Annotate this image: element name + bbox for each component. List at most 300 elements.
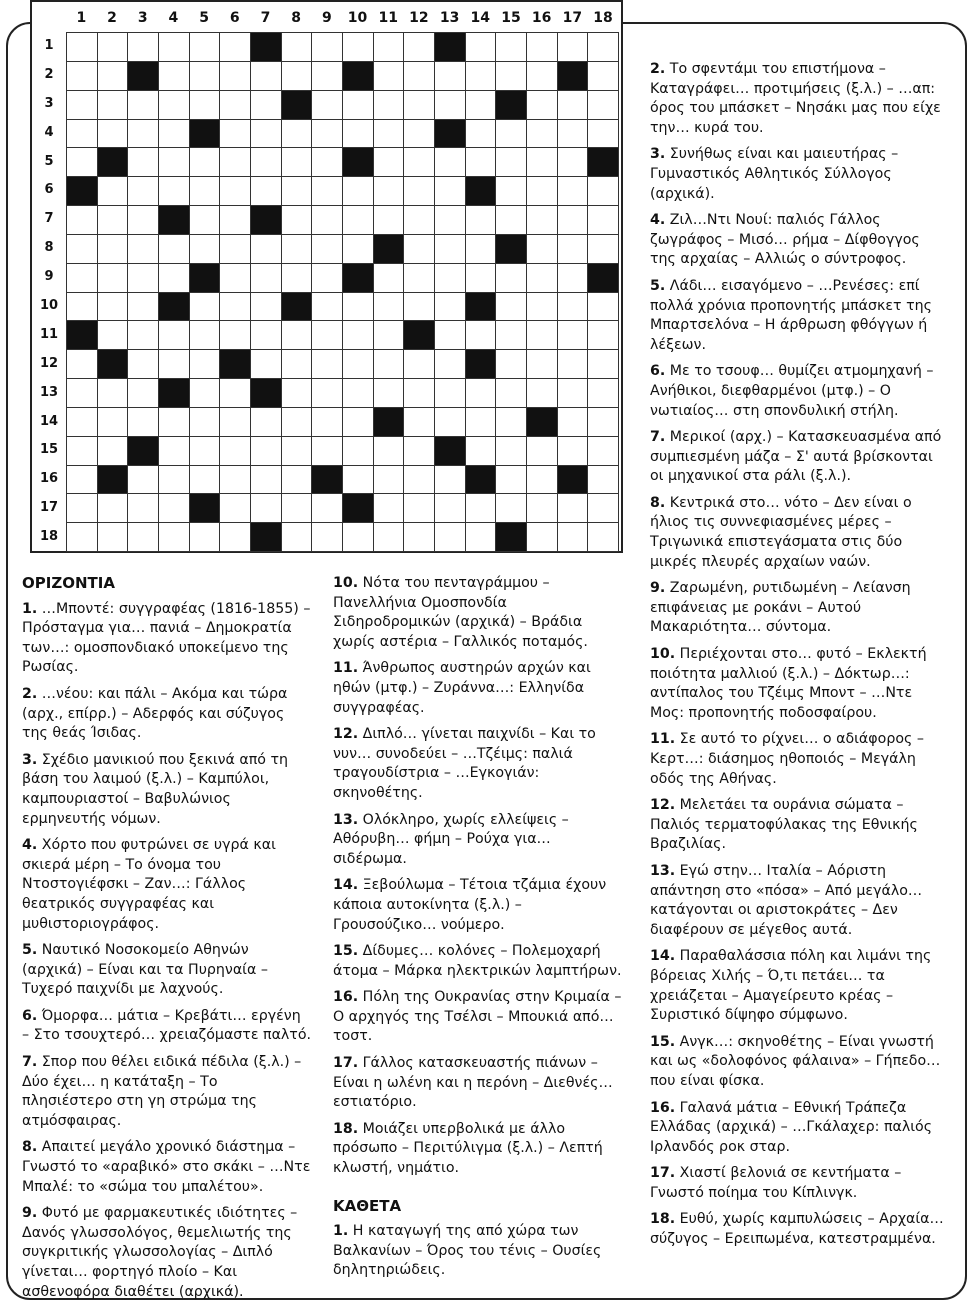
grid-cell[interactable] bbox=[67, 120, 98, 149]
grid-cell[interactable] bbox=[558, 235, 589, 264]
grid-cell[interactable] bbox=[220, 494, 251, 523]
grid-cell[interactable] bbox=[588, 379, 619, 408]
grid-cell[interactable] bbox=[466, 206, 497, 235]
grid-cell[interactable] bbox=[312, 235, 343, 264]
grid-cell[interactable] bbox=[588, 350, 619, 379]
grid-cell[interactable] bbox=[98, 235, 129, 264]
grid-cell[interactable] bbox=[496, 264, 527, 293]
grid-cell[interactable] bbox=[190, 91, 221, 120]
grid-cell[interactable] bbox=[527, 91, 558, 120]
grid-cell[interactable] bbox=[220, 206, 251, 235]
grid-cell[interactable] bbox=[558, 120, 589, 149]
grid-cell[interactable] bbox=[190, 33, 221, 62]
grid-cell[interactable] bbox=[190, 62, 221, 91]
grid-cell[interactable] bbox=[128, 494, 159, 523]
grid-cell[interactable] bbox=[558, 321, 589, 350]
grid-cell[interactable] bbox=[558, 293, 589, 322]
grid-cell[interactable] bbox=[466, 523, 497, 552]
grid-cell[interactable] bbox=[312, 437, 343, 466]
grid-cell[interactable] bbox=[588, 437, 619, 466]
grid-cell[interactable] bbox=[466, 321, 497, 350]
grid-cell[interactable] bbox=[527, 494, 558, 523]
grid-cell[interactable] bbox=[496, 437, 527, 466]
grid-cell[interactable] bbox=[251, 293, 282, 322]
grid-cell[interactable] bbox=[190, 293, 221, 322]
grid-cell[interactable] bbox=[343, 379, 374, 408]
grid-cell[interactable] bbox=[558, 494, 589, 523]
grid-cell[interactable] bbox=[527, 437, 558, 466]
grid-cell[interactable] bbox=[312, 523, 343, 552]
grid-cell[interactable] bbox=[527, 62, 558, 91]
black-cell bbox=[98, 350, 129, 379]
grid-cell[interactable] bbox=[98, 437, 129, 466]
grid-cell[interactable] bbox=[190, 437, 221, 466]
grid-cell[interactable] bbox=[128, 235, 159, 264]
grid-cell[interactable] bbox=[220, 33, 251, 62]
black-cell bbox=[282, 293, 313, 322]
grid-cell[interactable] bbox=[343, 466, 374, 495]
grid-cell[interactable] bbox=[558, 33, 589, 62]
grid-cell[interactable] bbox=[343, 177, 374, 206]
grid-cell[interactable] bbox=[558, 408, 589, 437]
grid-cell[interactable] bbox=[67, 91, 98, 120]
grid-cell[interactable] bbox=[558, 148, 589, 177]
black-cell bbox=[251, 523, 282, 552]
grid-cell[interactable] bbox=[220, 264, 251, 293]
grid-cell[interactable] bbox=[282, 466, 313, 495]
grid-cell[interactable] bbox=[251, 62, 282, 91]
grid-cell[interactable] bbox=[466, 148, 497, 177]
grid-cell[interactable] bbox=[190, 235, 221, 264]
grid-cell[interactable] bbox=[128, 91, 159, 120]
grid-cell[interactable] bbox=[404, 62, 435, 91]
grid-cell[interactable] bbox=[190, 466, 221, 495]
clue-text: Εγώ στην… Ιταλία – Αόριστη απάντηση στο «πόσα» – Από μεγάλο… κατάγονται οι αριστοκράτες – Δεν διαφέρουν σε μέγεθος αυτά. bbox=[650, 862, 923, 938]
grid-cell[interactable] bbox=[220, 148, 251, 177]
grid-cell[interactable] bbox=[67, 523, 98, 552]
grid-cell[interactable] bbox=[435, 264, 466, 293]
clue-number: 10. bbox=[333, 575, 359, 591]
grid-cell[interactable] bbox=[282, 437, 313, 466]
grid-cell[interactable] bbox=[435, 62, 466, 91]
grid-cell[interactable] bbox=[251, 235, 282, 264]
grid-cell[interactable] bbox=[374, 523, 405, 552]
grid-cell[interactable] bbox=[496, 177, 527, 206]
grid-cell[interactable] bbox=[374, 91, 405, 120]
grid-cell[interactable] bbox=[343, 350, 374, 379]
grid-cell[interactable] bbox=[159, 62, 190, 91]
grid-cell[interactable] bbox=[374, 293, 405, 322]
grid-cell[interactable] bbox=[527, 120, 558, 149]
grid-cell[interactable] bbox=[435, 379, 466, 408]
grid-cell[interactable] bbox=[374, 264, 405, 293]
grid-cell[interactable] bbox=[282, 33, 313, 62]
grid-cell[interactable] bbox=[159, 120, 190, 149]
grid-cell[interactable] bbox=[312, 120, 343, 149]
grid-cell[interactable] bbox=[67, 379, 98, 408]
grid-cell[interactable] bbox=[496, 33, 527, 62]
grid-cell[interactable] bbox=[128, 523, 159, 552]
grid-cell[interactable] bbox=[159, 321, 190, 350]
grid-cell[interactable] bbox=[527, 264, 558, 293]
grid-cell[interactable] bbox=[282, 264, 313, 293]
grid-cell[interactable] bbox=[588, 494, 619, 523]
grid-cell[interactable] bbox=[67, 437, 98, 466]
grid-cell[interactable] bbox=[496, 293, 527, 322]
grid-cell[interactable] bbox=[527, 321, 558, 350]
grid-cell[interactable] bbox=[190, 321, 221, 350]
grid-cell[interactable] bbox=[159, 148, 190, 177]
grid-cell[interactable] bbox=[98, 264, 129, 293]
grid-cell[interactable] bbox=[343, 293, 374, 322]
grid-cell[interactable] bbox=[190, 206, 221, 235]
grid-cell[interactable] bbox=[159, 350, 190, 379]
grid-cell[interactable] bbox=[251, 350, 282, 379]
down-clue bbox=[650, 796, 950, 855]
grid-cell[interactable] bbox=[312, 148, 343, 177]
grid-cell[interactable] bbox=[588, 321, 619, 350]
grid-cell[interactable] bbox=[343, 235, 374, 264]
column-number: 15 bbox=[501, 10, 521, 26]
grid-cell[interactable] bbox=[98, 408, 129, 437]
grid-cell[interactable] bbox=[251, 264, 282, 293]
grid-cell[interactable] bbox=[159, 177, 190, 206]
grid-cell[interactable] bbox=[159, 494, 190, 523]
grid-cell[interactable] bbox=[98, 523, 129, 552]
grid-cell[interactable] bbox=[527, 293, 558, 322]
grid-cell[interactable] bbox=[312, 350, 343, 379]
grid-cell[interactable] bbox=[466, 91, 497, 120]
grid-cell[interactable] bbox=[282, 321, 313, 350]
grid-cell[interactable] bbox=[435, 408, 466, 437]
grid-cell[interactable] bbox=[588, 33, 619, 62]
grid-cell[interactable] bbox=[466, 494, 497, 523]
grid-cell[interactable] bbox=[558, 437, 589, 466]
grid-cell[interactable] bbox=[190, 379, 221, 408]
grid-cell[interactable] bbox=[588, 235, 619, 264]
grid-cell[interactable] bbox=[312, 321, 343, 350]
grid-cell[interactable] bbox=[282, 523, 313, 552]
grid-cell[interactable] bbox=[558, 523, 589, 552]
grid-cell[interactable] bbox=[527, 466, 558, 495]
grid-cell[interactable] bbox=[67, 293, 98, 322]
grid-cell[interactable] bbox=[527, 379, 558, 408]
grid-cell[interactable] bbox=[159, 466, 190, 495]
grid-cell[interactable] bbox=[588, 466, 619, 495]
grid-cell[interactable] bbox=[466, 235, 497, 264]
grid-cell[interactable] bbox=[558, 264, 589, 293]
grid-cell[interactable] bbox=[496, 494, 527, 523]
grid-cell[interactable] bbox=[128, 408, 159, 437]
grid-cell[interactable] bbox=[496, 120, 527, 149]
grid-cell[interactable] bbox=[67, 466, 98, 495]
grid-cell[interactable] bbox=[435, 523, 466, 552]
grid-cell[interactable] bbox=[435, 321, 466, 350]
grid-cell[interactable] bbox=[435, 350, 466, 379]
grid-cell[interactable] bbox=[251, 408, 282, 437]
grid-cell[interactable] bbox=[98, 293, 129, 322]
grid-cell[interactable] bbox=[404, 437, 435, 466]
grid-cell[interactable] bbox=[220, 293, 251, 322]
grid-cell[interactable] bbox=[527, 206, 558, 235]
grid-cell[interactable] bbox=[404, 494, 435, 523]
grid-cell[interactable] bbox=[98, 33, 129, 62]
grid-cell[interactable] bbox=[558, 206, 589, 235]
grid-cell[interactable] bbox=[343, 437, 374, 466]
grid-cell[interactable] bbox=[220, 321, 251, 350]
grid-cell[interactable] bbox=[282, 148, 313, 177]
grid-cell[interactable] bbox=[374, 466, 405, 495]
grid-cell[interactable] bbox=[128, 350, 159, 379]
grid-cell[interactable] bbox=[527, 148, 558, 177]
grid-cell[interactable] bbox=[220, 408, 251, 437]
grid-cell[interactable] bbox=[404, 33, 435, 62]
grid-cell[interactable] bbox=[404, 264, 435, 293]
grid-cell[interactable] bbox=[128, 148, 159, 177]
grid-cell[interactable] bbox=[435, 235, 466, 264]
grid-cell[interactable] bbox=[374, 350, 405, 379]
grid-cell[interactable] bbox=[67, 264, 98, 293]
grid-cell[interactable] bbox=[435, 177, 466, 206]
grid-cell[interactable] bbox=[343, 120, 374, 149]
grid-cell[interactable] bbox=[220, 120, 251, 149]
grid-cell[interactable] bbox=[404, 120, 435, 149]
grid-cell[interactable] bbox=[67, 408, 98, 437]
grid-cell[interactable] bbox=[588, 177, 619, 206]
clue-number: 17. bbox=[333, 1055, 359, 1072]
grid-cell[interactable] bbox=[588, 120, 619, 149]
grid-cell[interactable] bbox=[466, 120, 497, 149]
grid-cell[interactable] bbox=[374, 62, 405, 91]
clue-number: 5. bbox=[650, 277, 666, 294]
grid-cell[interactable] bbox=[496, 350, 527, 379]
grid-cell[interactable] bbox=[128, 379, 159, 408]
grid-cell[interactable] bbox=[282, 379, 313, 408]
grid-cell[interactable] bbox=[527, 523, 558, 552]
grid-cell[interactable] bbox=[98, 494, 129, 523]
across-clue bbox=[22, 1053, 312, 1131]
grid-cell[interactable] bbox=[343, 33, 374, 62]
grid-cell[interactable] bbox=[374, 437, 405, 466]
grid-cell[interactable] bbox=[496, 379, 527, 408]
grid-cell[interactable] bbox=[343, 523, 374, 552]
grid-cell[interactable] bbox=[220, 437, 251, 466]
grid-cell[interactable] bbox=[374, 120, 405, 149]
grid-cell[interactable] bbox=[312, 379, 343, 408]
grid-cell[interactable] bbox=[220, 91, 251, 120]
grid-cell[interactable] bbox=[190, 350, 221, 379]
grid-cell[interactable] bbox=[67, 62, 98, 91]
grid-cell[interactable] bbox=[159, 33, 190, 62]
grid-cell[interactable] bbox=[527, 235, 558, 264]
across-clue bbox=[22, 1138, 312, 1197]
grid-cell[interactable] bbox=[128, 264, 159, 293]
grid-cell[interactable] bbox=[404, 350, 435, 379]
grid-cell[interactable] bbox=[404, 293, 435, 322]
grid-cell[interactable] bbox=[190, 148, 221, 177]
grid-cell[interactable] bbox=[496, 408, 527, 437]
grid-cell[interactable] bbox=[588, 293, 619, 322]
grid-cell[interactable] bbox=[404, 148, 435, 177]
column-number: 10 bbox=[347, 10, 368, 26]
grid-cell[interactable] bbox=[343, 408, 374, 437]
grid-cell[interactable] bbox=[404, 177, 435, 206]
black-cell bbox=[67, 177, 98, 206]
grid-cell[interactable] bbox=[588, 523, 619, 552]
grid-cell[interactable] bbox=[404, 408, 435, 437]
grid-cell[interactable] bbox=[67, 206, 98, 235]
grid-cell[interactable] bbox=[251, 177, 282, 206]
grid-cell[interactable] bbox=[67, 148, 98, 177]
grid-cell[interactable] bbox=[251, 466, 282, 495]
grid-cell[interactable] bbox=[435, 494, 466, 523]
grid-cell[interactable] bbox=[128, 293, 159, 322]
down-clue bbox=[650, 947, 950, 1025]
grid-cell[interactable] bbox=[251, 148, 282, 177]
grid-cell[interactable] bbox=[435, 206, 466, 235]
grid-cell[interactable] bbox=[312, 264, 343, 293]
grid-cell[interactable] bbox=[435, 148, 466, 177]
grid-cell[interactable] bbox=[159, 523, 190, 552]
grid-cell[interactable] bbox=[404, 235, 435, 264]
grid-cell[interactable] bbox=[159, 408, 190, 437]
grid-cell[interactable] bbox=[404, 523, 435, 552]
grid-cell[interactable] bbox=[527, 177, 558, 206]
grid-cell[interactable] bbox=[282, 408, 313, 437]
grid-cell[interactable] bbox=[220, 466, 251, 495]
grid-cell[interactable] bbox=[190, 408, 221, 437]
grid-cell[interactable] bbox=[588, 62, 619, 91]
grid-cell[interactable] bbox=[558, 177, 589, 206]
black-cell bbox=[343, 148, 374, 177]
grid-cell[interactable] bbox=[496, 206, 527, 235]
grid-cell[interactable] bbox=[466, 408, 497, 437]
grid-cell[interactable] bbox=[98, 321, 129, 350]
grid-cell[interactable] bbox=[343, 206, 374, 235]
grid-cell[interactable] bbox=[527, 350, 558, 379]
grid-cell[interactable] bbox=[159, 91, 190, 120]
grid-cell[interactable] bbox=[466, 62, 497, 91]
grid-cell[interactable] bbox=[282, 350, 313, 379]
grid-cell[interactable] bbox=[251, 321, 282, 350]
grid-cell[interactable] bbox=[496, 62, 527, 91]
grid-cell[interactable] bbox=[190, 177, 221, 206]
grid-cell[interactable] bbox=[67, 350, 98, 379]
grid-cell[interactable] bbox=[496, 321, 527, 350]
grid-cell[interactable] bbox=[374, 494, 405, 523]
grid-cell[interactable] bbox=[159, 235, 190, 264]
grid-cell[interactable] bbox=[374, 321, 405, 350]
grid-cell[interactable] bbox=[527, 33, 558, 62]
grid-cell[interactable] bbox=[312, 91, 343, 120]
grid-cell[interactable] bbox=[404, 91, 435, 120]
grid-cell[interactable] bbox=[588, 408, 619, 437]
grid-cell[interactable] bbox=[312, 206, 343, 235]
grid-cell[interactable] bbox=[282, 120, 313, 149]
grid-cell[interactable] bbox=[343, 91, 374, 120]
grid-cell[interactable] bbox=[435, 466, 466, 495]
grid-cell[interactable] bbox=[343, 321, 374, 350]
clue-text: Γαλανά μάτια – Εθνική Τράπεζα Ελλάδας (αρχικά) – …Γκάλαχερ: παλιός Ιρλανδός ροκ σταρ. bbox=[650, 1099, 933, 1155]
grid-cell[interactable] bbox=[251, 437, 282, 466]
grid-cell[interactable] bbox=[588, 91, 619, 120]
grid-cell[interactable] bbox=[496, 466, 527, 495]
grid-cell[interactable] bbox=[312, 33, 343, 62]
grid-cell[interactable] bbox=[466, 437, 497, 466]
grid-cell[interactable] bbox=[312, 408, 343, 437]
grid-cell[interactable] bbox=[98, 91, 129, 120]
grid-cell[interactable] bbox=[312, 293, 343, 322]
grid-cell[interactable] bbox=[466, 264, 497, 293]
grid-cell[interactable] bbox=[282, 62, 313, 91]
black-cell bbox=[588, 148, 619, 177]
grid-cell[interactable] bbox=[282, 177, 313, 206]
grid-cell[interactable] bbox=[98, 120, 129, 149]
grid-cell[interactable] bbox=[98, 379, 129, 408]
grid-cell[interactable] bbox=[220, 379, 251, 408]
grid-cell[interactable] bbox=[435, 91, 466, 120]
clue-text: Χόρτο που φυτρώνει σε υγρά και σκιερά μέρη – Το όνομα του Ντοστογιέφσκι – Ζαν…: Γάλλος θεατρικός συγγραφέας και μυθιστοριογράφος. bbox=[22, 837, 276, 932]
grid-cell[interactable] bbox=[435, 293, 466, 322]
grid-cell[interactable] bbox=[220, 523, 251, 552]
black-cell bbox=[282, 91, 313, 120]
grid-cell[interactable] bbox=[312, 177, 343, 206]
grid-cell[interactable] bbox=[190, 523, 221, 552]
grid-cell[interactable] bbox=[558, 91, 589, 120]
grid-cell[interactable] bbox=[128, 120, 159, 149]
grid-cell[interactable] bbox=[496, 148, 527, 177]
grid-cell[interactable] bbox=[404, 466, 435, 495]
grid-cell[interactable] bbox=[128, 33, 159, 62]
grid-cell[interactable] bbox=[282, 494, 313, 523]
grid-cell[interactable] bbox=[312, 494, 343, 523]
grid-cell[interactable] bbox=[404, 379, 435, 408]
grid-cell[interactable] bbox=[374, 148, 405, 177]
grid-cell[interactable] bbox=[220, 62, 251, 91]
grid-cell[interactable] bbox=[251, 91, 282, 120]
grid-cell[interactable] bbox=[220, 235, 251, 264]
grid-cell[interactable] bbox=[159, 264, 190, 293]
grid-cell[interactable] bbox=[67, 235, 98, 264]
grid-cell[interactable] bbox=[466, 33, 497, 62]
grid-cell[interactable] bbox=[98, 177, 129, 206]
grid-cell[interactable] bbox=[558, 379, 589, 408]
grid-cell[interactable] bbox=[98, 206, 129, 235]
grid-cell[interactable] bbox=[220, 177, 251, 206]
grid-cell[interactable] bbox=[374, 206, 405, 235]
grid-cell[interactable] bbox=[159, 437, 190, 466]
grid-cell[interactable] bbox=[374, 33, 405, 62]
grid-cell[interactable] bbox=[374, 177, 405, 206]
grid-cell[interactable] bbox=[67, 33, 98, 62]
grid-cell[interactable] bbox=[588, 206, 619, 235]
grid-cell[interactable] bbox=[282, 206, 313, 235]
grid-cell[interactable] bbox=[98, 62, 129, 91]
grid-cell[interactable] bbox=[251, 120, 282, 149]
grid-cell[interactable] bbox=[282, 235, 313, 264]
grid-cell[interactable] bbox=[251, 494, 282, 523]
grid-cell[interactable] bbox=[404, 206, 435, 235]
grid-cell[interactable] bbox=[128, 177, 159, 206]
grid-cell[interactable] bbox=[67, 494, 98, 523]
grid-cell[interactable] bbox=[466, 379, 497, 408]
grid-cell[interactable] bbox=[128, 466, 159, 495]
grid-cell[interactable] bbox=[374, 379, 405, 408]
grid-cell[interactable] bbox=[128, 321, 159, 350]
grid-cell[interactable] bbox=[558, 350, 589, 379]
grid-cell[interactable] bbox=[312, 62, 343, 91]
grid-cell[interactable] bbox=[128, 206, 159, 235]
